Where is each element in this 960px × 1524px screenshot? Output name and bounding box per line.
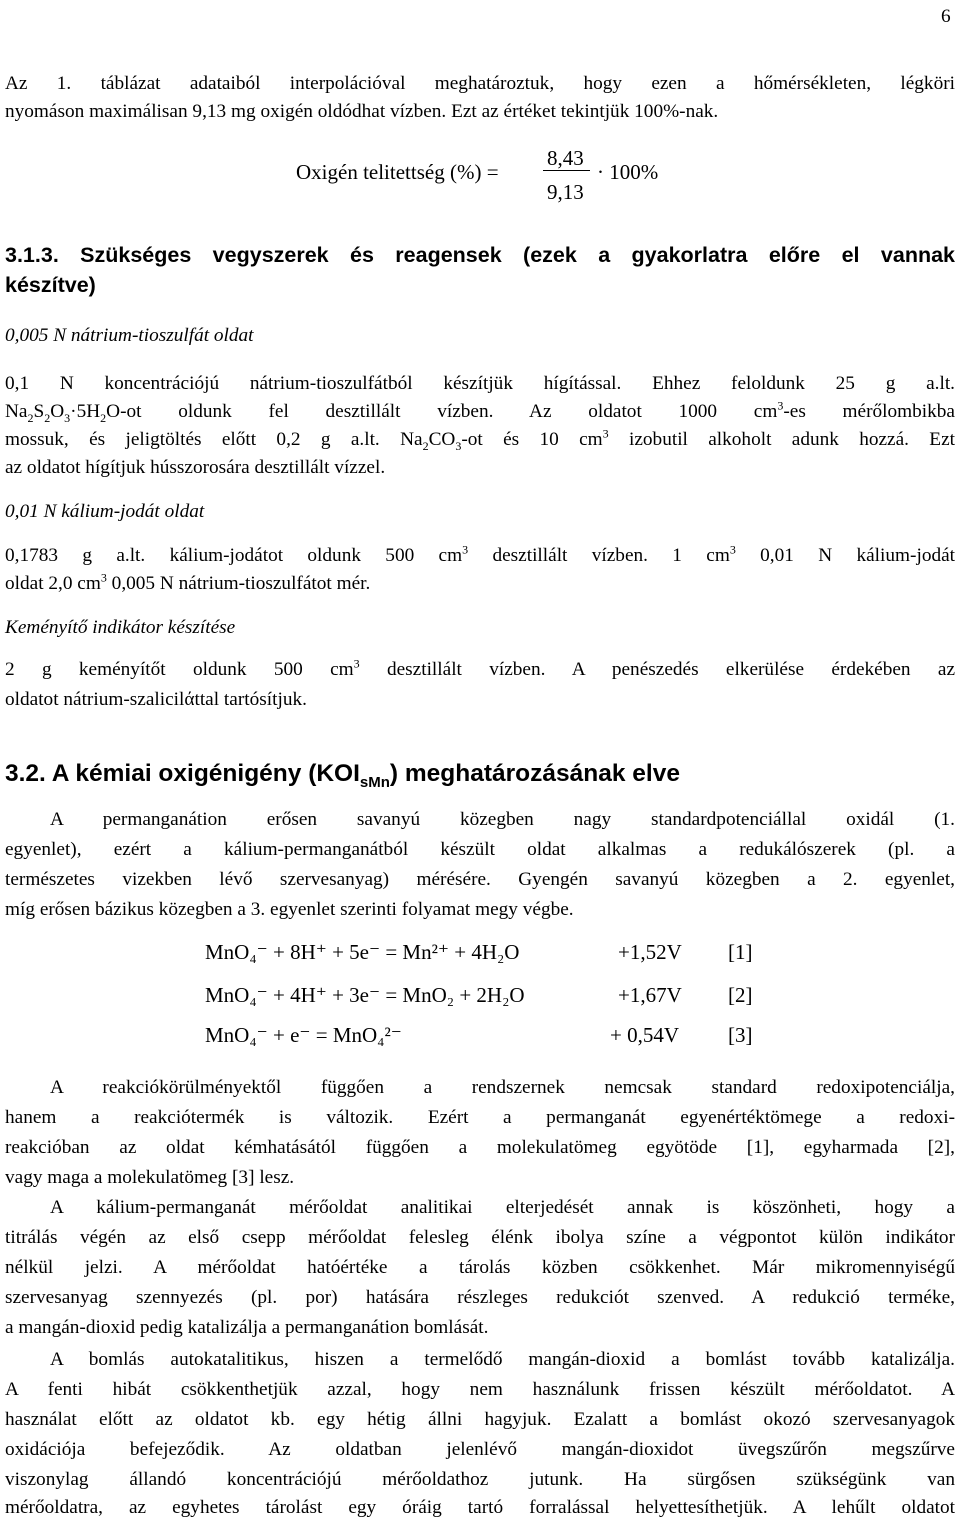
subsection-title: 0,01 N kálium-jodát oldat — [5, 501, 205, 522]
paragraph-line: A kálium-permanganát mérőoldat analitikai elterjedését annak is köszönheti, hogy a — [50, 1197, 955, 1218]
equation-potential: +1,67V — [618, 983, 682, 1007]
paragraph-line: míg erősen bázikus közegben a 3. egyenlet szerinti folyamat megy végbe. — [5, 899, 574, 920]
paragraph-line: Az 1. táblázat adataiból interpolációval meghatároztuk, hogy ezen a hőmérsékleten, légköri — [5, 73, 955, 94]
paragraph-line: $Na_2S_2O_3\cdot 5H_2O-ot$ oldunk fel desztillált vízben. Az oldatot 1000 $cm^3-es$ mérőlombikba — [5, 398, 955, 425]
formula-lhs: Oxigén telitettség (%) = — [296, 160, 499, 184]
paragraph-line: 0,1783 g a.lt. kálium-jodátot oldunk 500 $cm^3$ desztillált vízben. 1 $cm^3$ 0,01 N kálium-jodát — [5, 542, 956, 566]
formula-rhs: · 100% — [597, 160, 659, 184]
equation-potential: + 0,54V — [610, 1023, 680, 1047]
paragraph-line: A permanganátion erősen savanyú közegben nagy standardpotenciállal oxidál (1. — [50, 809, 955, 830]
paragraph-line: titrálás végén az első csepp mérőoldat felesleg élénk ibolya színe a végpontot külön indikátor — [5, 1227, 955, 1248]
paragraph-line: oldatot nátrium-szalicilάttal tartósítjuk. — [5, 689, 307, 710]
paragraph-line: a mangán-dioxid pedig katalizálja a permanganátion bomlását. — [5, 1317, 489, 1338]
subsection-title: Keményítő indikátor készítése — [5, 617, 236, 638]
paragraph-line: nyomáson maximálisan 9,13 mg oxigén oldódhat vízben. Ezt az értéket tekintjük 100%-nak. — [5, 101, 719, 122]
paragraph-line: A bomlás autokatalitikus, hiszen a termelődő mangán-dioxid a bomlást tovább katalizálja. — [50, 1349, 955, 1370]
subsection-title: 0,005 N nátrium-tioszulfát oldat — [5, 325, 254, 346]
page-number: 6 — [941, 6, 951, 27]
paragraph-line: az oldatot hígítjuk hússzorosára desztillált vízzel. — [5, 457, 386, 478]
paragraph-line: egyenlet), ezért a kálium-permanganátból készült oldat alkalmas a redukálószerek (pl. a — [5, 839, 955, 860]
paragraph-line: 0,1 N koncentrációjú nátrium-tioszulfátból készítjük hígítással. Ehhez feloldunk 25 g a.lt. — [5, 373, 955, 394]
paragraph-line: mérőoldatra, az egyhetes tárolást egy óráig tartó forralással helyettesíthetjük. A lehűlt oldatot — [5, 1497, 955, 1518]
paragraph-line: oxidációja befejeződik. Az oldatban jelenlévő mangán-dioxidot üvegszűrőn megszűrve — [5, 1439, 955, 1460]
paragraph-line: viszonylag állandó koncentrációjú mérőoldathoz jutunk. Ha sürgősen szükségünk van — [5, 1469, 955, 1490]
equation-potential: +1,52V — [618, 940, 682, 964]
paragraph-line: A reakciókörülményektől függően a rendszernek nemcsak standard redoxipotenciálja, — [50, 1077, 955, 1098]
paragraph-line: reakcióban az oldat kémhatásától függően a molekulatömeg egyötöde [1], egyharmada [2], — [5, 1137, 955, 1158]
equation-number: [2] — [728, 983, 753, 1007]
section-heading: 3.2. A kémiai oxigénigény $(KOI_{sMn})$ meghatározásának elve — [5, 760, 680, 791]
paragraph-line: 2 g keményítőt oldunk 500 $cm^3$ desztillált vízben. A penészedés elkerülése érdekében az — [5, 656, 955, 680]
paragraph-line: természetes vizekben lévő szervesanyag) mérésére. Gyengén savanyú közegben a 2. egyenlet, — [5, 869, 955, 890]
paragraph-line: hanem a reakciótermék is változik. Ezért a permanganát egyenértéktömege a redoxi- — [5, 1107, 955, 1128]
equation-number: [1] — [728, 940, 753, 964]
paragraph-line: szervesanyag szennyezés (pl. por) hatására részleges redukciót szenved. A redukció terméke, — [5, 1287, 955, 1308]
equation-left: MnO₄⁻ + 4H⁺ + 3e⁻ = MnO₂ + 2H₂O — [205, 983, 525, 1007]
paragraph-line: használat előtt az oldatot kb. egy hétig állni hagyjuk. Ezalatt a bomlást okozó szervesanyagok — [5, 1409, 955, 1430]
section-heading: 3.1.3. Szükséges vegyszerek és reagensek (ezek a gyakorlatra előre el vannak — [5, 243, 955, 267]
paragraph-line: A fenti hibát csökkenthetjük azzal, hogy nem használunk frissen készült mérőoldatot. A — [5, 1379, 955, 1400]
formula-numerator: 8,43 — [547, 146, 584, 170]
fraction-bar — [543, 170, 590, 171]
paragraph-line: nélkül jelzi. A mérőoldat hatóértéke a tárolás közben csökkenhet. Már mikromennyiségű — [5, 1257, 955, 1278]
equation-number: [3] — [728, 1023, 753, 1047]
paragraph-line: oldat 2,0 $cm^3$ 0,005 N nátrium-tioszulfátot mér. — [5, 570, 371, 594]
equation-left: MnO₄⁻ + 8H⁺ + 5e⁻ = Mn²⁺ + 4H₂O — [205, 940, 520, 964]
equation-left: MnO₄⁻ + e⁻ = MnO₄²⁻ — [205, 1023, 402, 1047]
section-heading-cont: készítve) — [5, 273, 96, 297]
paragraph-line: mossuk, és jeligtöltés előtt 0,2 g a.lt. $Na_2CO_3-ot$ és 10 $cm^3$ izobutil alkoholt adunk hozzá. Ezt — [5, 426, 956, 453]
paragraph-line: vagy maga a molekulatömeg [3] lesz. — [5, 1167, 295, 1188]
formula-denominator: 9,13 — [547, 180, 584, 204]
